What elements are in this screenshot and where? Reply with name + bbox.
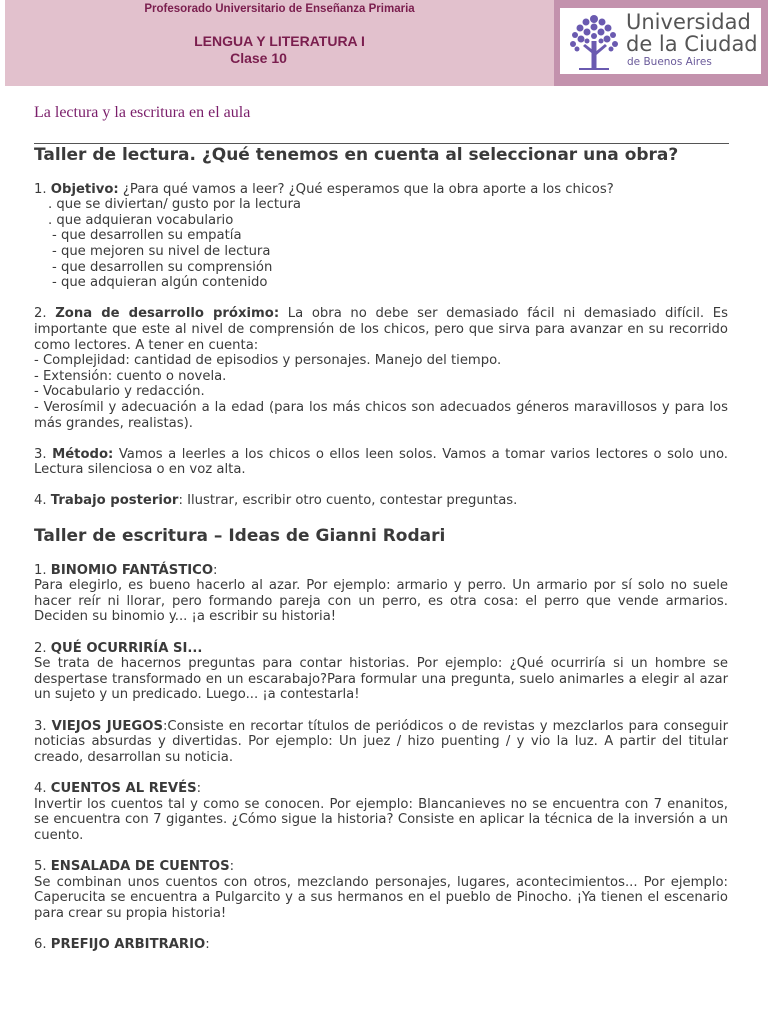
zona-item: - Extensión: cuento o novela. xyxy=(34,368,227,384)
escritura-item-3: 3. VIEJOS JUEGOS:Consiste en recortar títulos de periódicos o de revistas y mezclarlos para conseguir noticias absurdas y divertidas. Por ejemplo: Un juez / hizo puenting / y vio la luz. A partir del titular creado, desarrollan su noticia. xyxy=(34,718,729,765)
zona-text: La obra no debe ser demasiado fácil ni demasiado difícil. Es importante que este al nivel de comprensión de los chicos, pero que sirva para avanzar en su recorrido como lectores. A tener en cuenta: xyxy=(34,306,728,353)
lectura-heading: Taller de lectura. ¿Qué tenemos en cuenta al seleccionar una obra? xyxy=(34,145,679,165)
item-number: 1. xyxy=(34,181,47,197)
objetivo-item: . que se diviertan/ gusto por la lectura xyxy=(48,197,301,213)
zona-item: - Vocabulario y redacción. xyxy=(34,384,205,400)
objetivo-label: Objetivo: xyxy=(50,181,119,197)
escritura-item-2 xyxy=(34,641,728,703)
trabajo-paragraph xyxy=(34,493,728,509)
item-number: 2. xyxy=(34,306,47,322)
item-label: VIEJOS JUEGOS xyxy=(51,718,163,734)
item-number: 2. xyxy=(34,640,47,656)
metodo-paragraph xyxy=(34,447,728,478)
zona-label: Zona de desarrollo próximo: xyxy=(55,306,280,322)
zona-item: - Complejidad: cantidad de episodios y personajes. Manejo del tiempo. xyxy=(34,353,502,369)
logo-text-ciudad: de la Ciudad xyxy=(626,32,758,56)
logo-text-buenos-aires: de Buenos Aires xyxy=(627,56,712,68)
escritura-item-4: 4. CUENTOS AL REVÉS: Invertir los cuentos tal y como se conocen. Por ejemplo: Blancanieves no se encuentra con 7 enanitos, se encuentra con 7 gigantes. ¿Cómo sigue la historia? Consiste en aplicar la técnica de la inversión a un cuento. xyxy=(34,780,728,843)
university-logo xyxy=(560,8,761,74)
item-text: Se trata de hacernos preguntas para contar historias. Por ejemplo: ¿Qué ocurriría si un hombre se despertase transformado en un escarabajo?Para formular una pregunta, suelo animarles a elegir al azar un sujeto y un predicado. Luego... ¡a contestarla! xyxy=(34,656,728,703)
page-subtitle: La lectura y la escritura en el aula xyxy=(34,104,251,121)
institution-name: Profesorado Universitario de Enseñanza Primaria xyxy=(144,3,415,15)
class-number: Clase 10 xyxy=(230,50,287,66)
item-number: 3. xyxy=(34,446,47,462)
escritura-item-5: 5. ENSALADA DE CUENTOS: Se combinan unos cuentos con otros, mezclando personajes, lugares, acontecimientos... Por ejemplo: Caperucita se encuentra a Pulgarcito y a sus hermanos en el pueblo de Pinocho. ¡Ya tienen el escenario para crear su propia historia! xyxy=(34,858,728,921)
item-label: BINOMIO FANTÁSTICO xyxy=(50,562,214,578)
tree-icon xyxy=(565,13,623,71)
course-title: LENGUA Y LITERATURA I xyxy=(194,33,365,49)
item-number: 3. xyxy=(34,718,47,734)
objetivo-item: . que adquieran vocabulario xyxy=(48,212,234,228)
item-text: Invertir los cuentos tal y como se conocen. Por ejemplo: Blancanieves no se encuentra con 7 enanitos, se encuentra con 7 gigantes. ¿Cómo sigue la historia? Consiste en aplicar la técnica de la inversión a un cuento. xyxy=(34,796,728,843)
trabajo-text: : Ilustrar, escribir otro cuento, contestar preguntas. xyxy=(178,493,518,509)
item-label: ENSALADA DE CUENTOS xyxy=(50,858,230,874)
escritura-item-6: 6. PREFIJO ARBITRARIO: xyxy=(34,936,210,952)
escritura-item-1: 1. BINOMIO FANTÁSTICO: Para elegirlo, es bueno hacerlo al azar. Por ejemplo: armario y perro. Un armario por sí solo no suele hacer reír ni llorar, pero formando pareja con un perro, es otra cosa: el perro que vende armarios. Deciden su binomio y... ¡a escribir su historia! xyxy=(34,562,728,625)
trabajo-label: Trabajo posterior xyxy=(50,493,179,509)
item-number: 5. xyxy=(34,858,47,874)
escritura-heading: Taller de escritura – Ideas de Gianni Rodari xyxy=(34,526,446,547)
item-text: Consiste en recortar títulos de periódicos o de revistas y mezclarlos para conseguir noticias absurdas y divertidas. Por ejemplo: Un juez / hizo puenting / y vio la luz. A partir del titular creado, desarrollan su noticia. xyxy=(34,718,729,765)
metodo-label: Método: xyxy=(52,446,114,462)
objetivo-item: - que desarrollen su comprensión xyxy=(52,259,273,275)
item-text: Se combinan unos cuentos con otros, mezclando personajes, lugares, acontecimientos... Por ejemplo: Caperucita se encuentra a Pulgarcito y a sus hermanos en el pueblo de Pinocho. ¡Ya tienen el escenario para crear su propia historia! xyxy=(34,874,728,921)
item-label: CUENTOS AL REVÉS xyxy=(50,780,197,796)
objetivo-section xyxy=(34,182,728,291)
objetivo-item: - que desarrollen su empatía xyxy=(52,228,242,244)
item-label: PREFIJO ARBITRARIO xyxy=(50,936,206,952)
item-number: 1. xyxy=(34,562,47,578)
metodo-text: Vamos a leerles a los chicos o ellos leen solos. Vamos a tomar varios lectores o solo uno. Lectura silenciosa o en voz alta. xyxy=(34,446,728,478)
item-number: 6. xyxy=(34,936,47,952)
zona-item: - Verosímil y adecuación a la edad (para los más chicos son adecuados géneros maravillosos y para los más grandes, realistas). xyxy=(34,399,728,431)
zona-section xyxy=(34,306,728,431)
item-number: 4. xyxy=(34,493,47,509)
objetivo-item: - que adquieran algún contenido xyxy=(52,275,268,291)
objetivo-text: ¿Para qué vamos a leer? ¿Qué esperamos que la obra aporte a los chicos? xyxy=(122,181,614,197)
objetivo-line xyxy=(34,182,728,198)
logo-text-universidad: Universidad xyxy=(626,10,751,34)
objetivo-item: - que mejoren su nivel de lectura xyxy=(52,243,271,259)
item-text: Para elegirlo, es bueno hacerlo al azar. Por ejemplo: armario y perro. Un armario por sí solo no suele hacer reír ni llorar, pero formando pareja con un perro, es otra cosa: el perro que vende armarios. Deciden su binomio y... ¡a escribir su historia! xyxy=(34,578,728,625)
document-body xyxy=(34,144,728,953)
item-label: QUÉ OCURRIRÍA SI... xyxy=(50,640,203,656)
item-number: 4. xyxy=(34,780,47,796)
zona-paragraph xyxy=(34,306,728,353)
